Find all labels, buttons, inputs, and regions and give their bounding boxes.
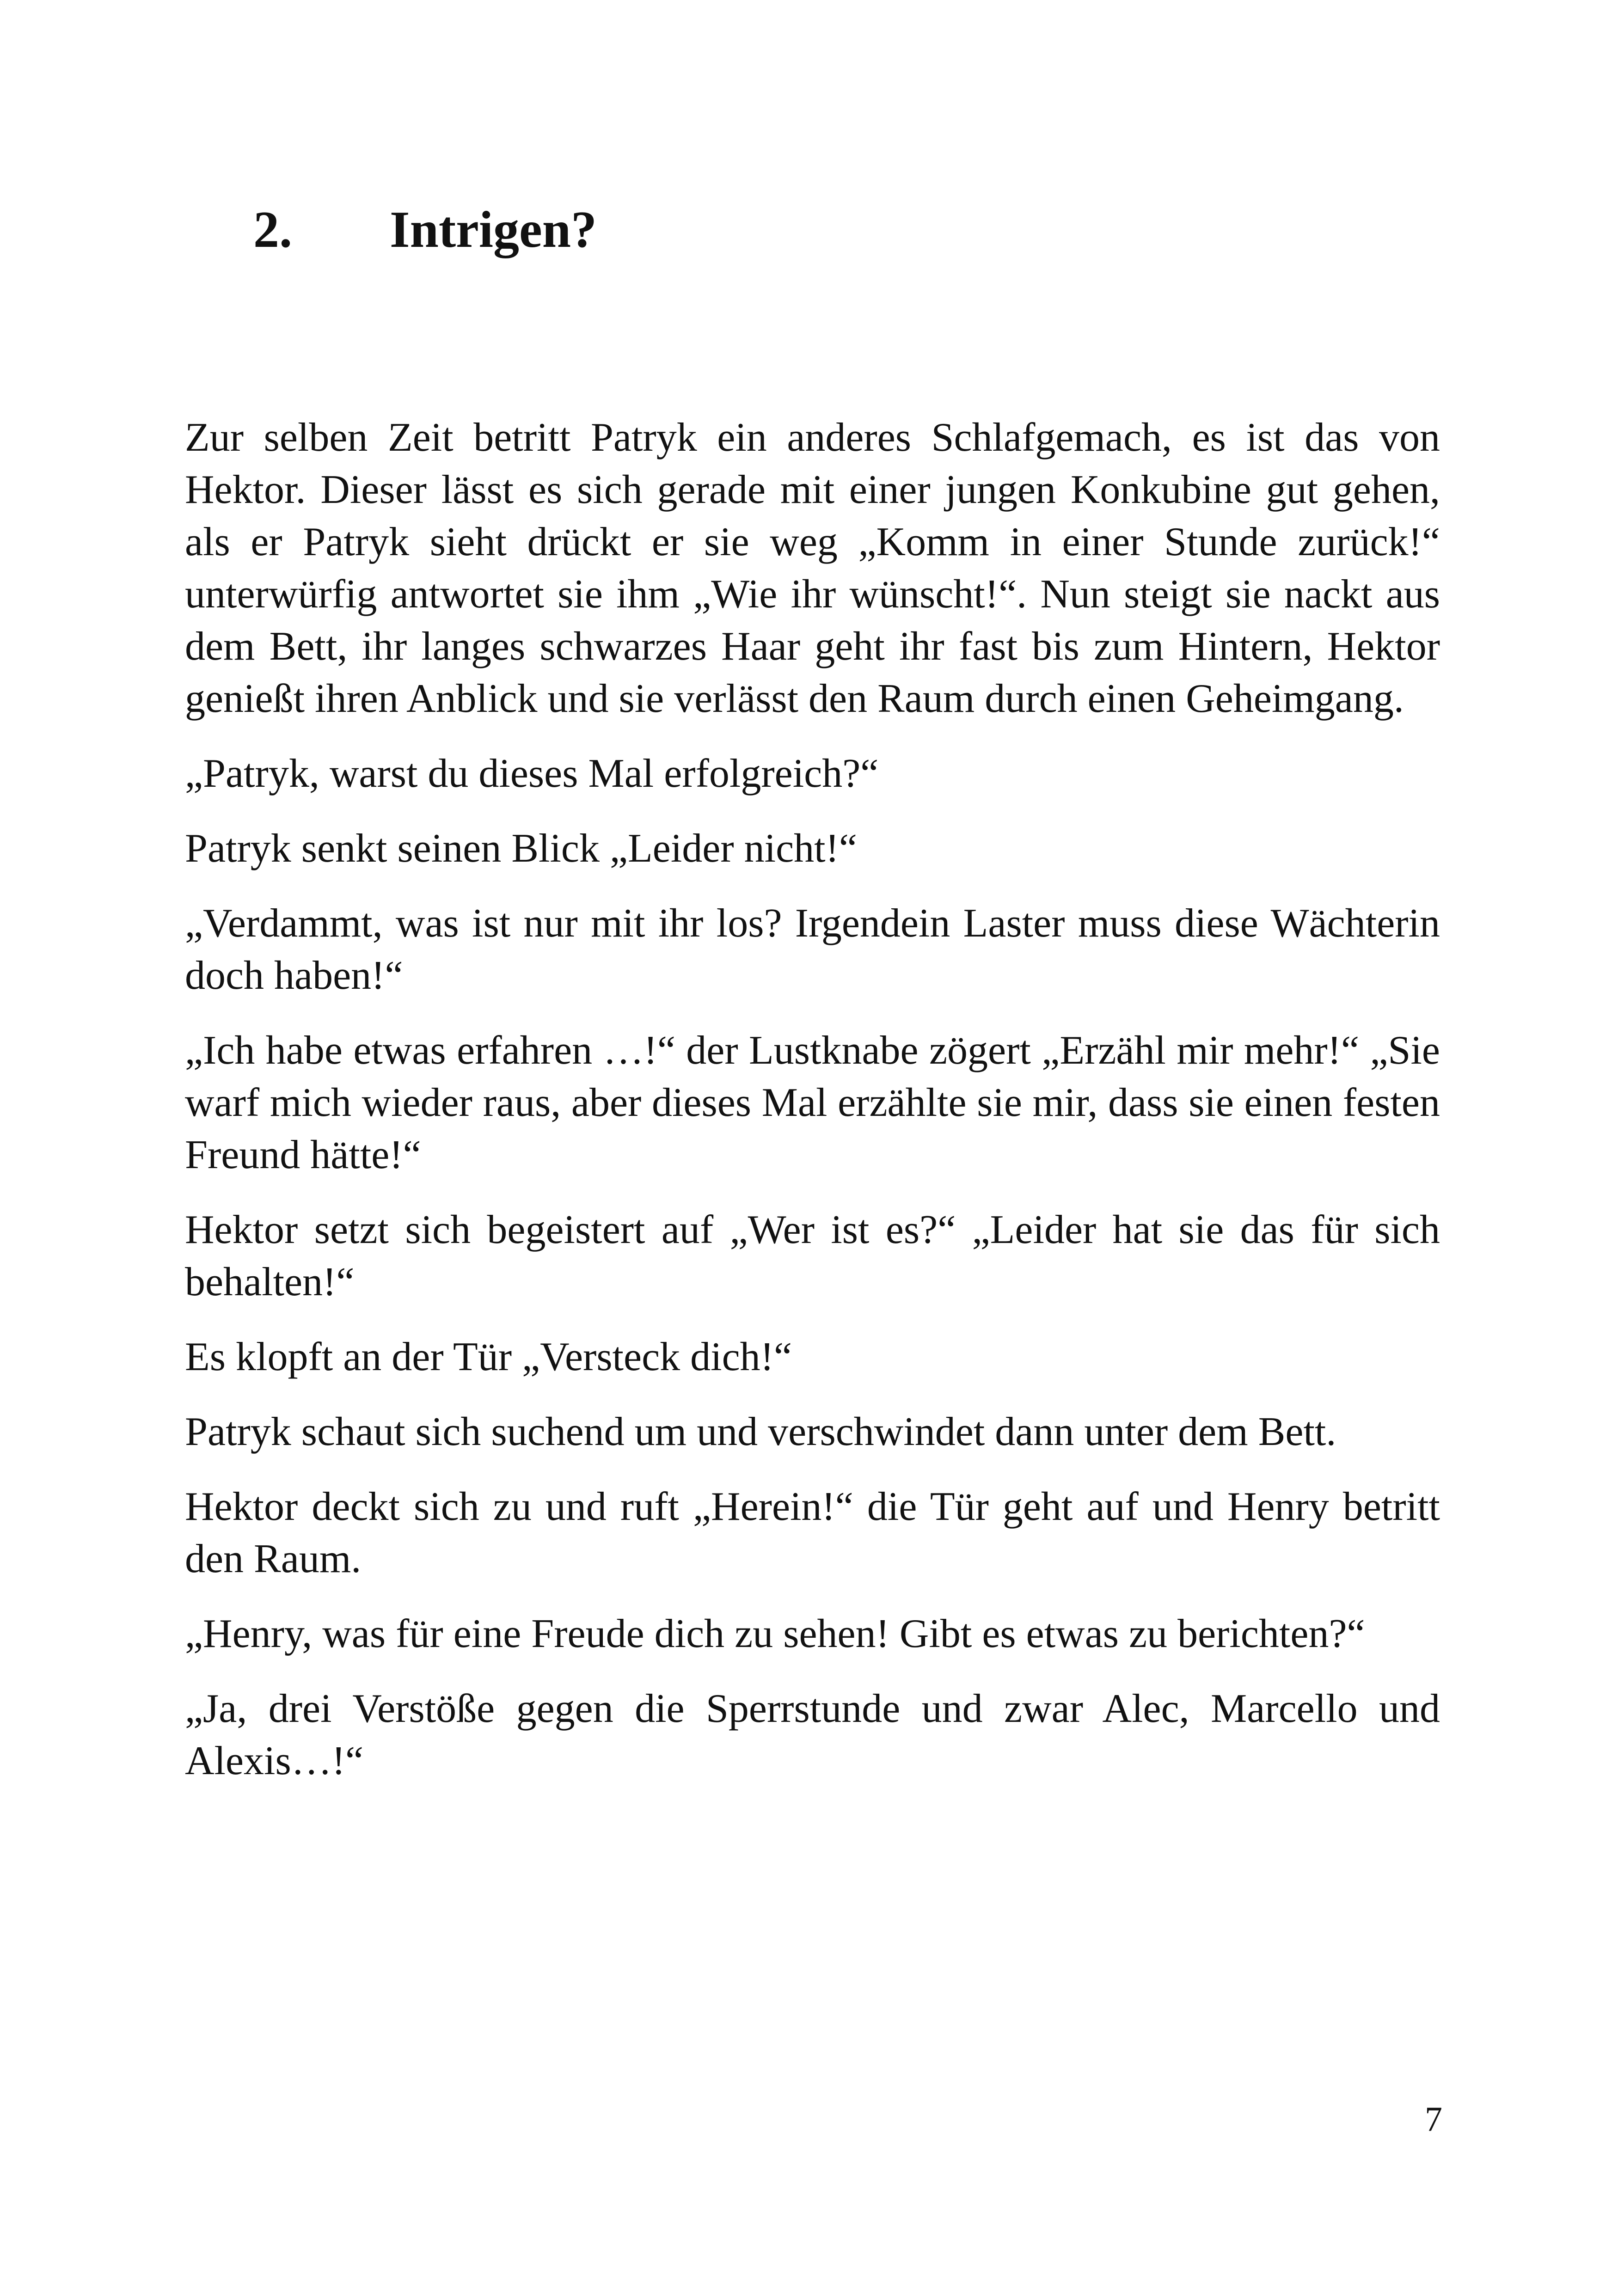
chapter-title: Intrigen? <box>390 201 597 258</box>
paragraph: „Verdammt, was ist nur mit ihr los? Irgendein Laster muss diese Wächterin doch haben!“ <box>185 901 1440 998</box>
paragraph: „Ja, drei Verstöße gegen die Sperrstunde und zwar Alec, Marcello und Alexis…!“ <box>185 1686 1440 1783</box>
paragraph: Patryk senkt seinen Blick „Leider nicht!“ <box>185 826 857 871</box>
paragraph: Patryk schaut sich suchend um und verschwindet dann unter dem Bett. <box>185 1409 1336 1454</box>
paragraph: „Ich habe etwas erfahren …!“ der Lustknabe zögert „Erzähl mir mehr!“ „Sie warf mich wieder raus, aber dieses Mal erzählte sie mir, dass sie einen festen Freund hätte!“ <box>185 1028 1440 1177</box>
body-text <box>185 411 1440 1810</box>
paragraph: „Patryk, warst du dieses Mal erfolgreich?“ <box>185 751 879 796</box>
page-number: 7 <box>1425 2100 1442 2139</box>
paragraph: Es klopft an der Tür „Versteck dich!“ <box>185 1335 792 1379</box>
chapter-number: 2. <box>253 201 292 258</box>
chapter-heading <box>253 199 597 261</box>
paragraph: Zur selben Zeit betritt Patryk ein anderes Schlafgemach, es ist das von Hektor. Dieser lässt es sich gerade mit einer jungen Konkubine gut gehen, als er Patryk sieht drückt er sie weg „Komm in einer Stunde zurück!“ unterwürfig antwortet sie ihm „Wie ihr wünscht!“. Nun steigt sie nackt aus dem Bett, ihr langes schwarzes Haar geht ihr fast bis zum Hintern, Hektor genießt ihren Anblick und sie verlässt den Raum durch einen Geheimgang. <box>185 415 1440 721</box>
paragraph: „Henry, was für eine Freude dich zu sehen! Gibt es etwas zu berichten?“ <box>185 1611 1365 1656</box>
paragraph: Hektor setzt sich begeistert auf „Wer ist es?“ „Leider hat sie das für sich behalten!“ <box>185 1207 1440 1304</box>
paragraph: Hektor deckt sich zu und ruft „Herein!“ die Tür geht auf und Henry betritt den Raum. <box>185 1484 1440 1581</box>
